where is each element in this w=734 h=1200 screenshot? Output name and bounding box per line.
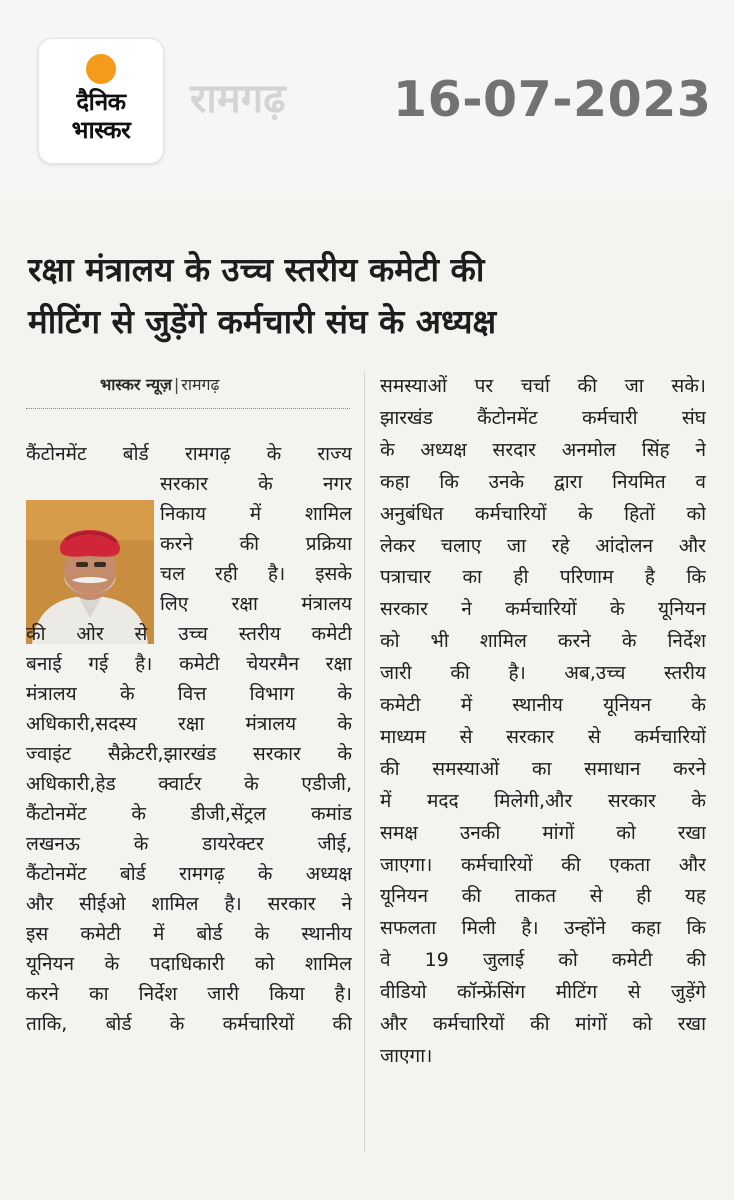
right_column-line: माध्यम से सरकार से कर्मचारियों — [380, 726, 706, 748]
column-divider — [364, 372, 365, 1152]
left_column-line: लिए रक्षा मंत्रालय — [160, 593, 352, 615]
headline-line-2: मीटिंग से जुड़ेंगे कर्मचारी संघ के अध्यक्ष — [28, 302, 497, 341]
right_column-line: में मदद मिलेगी,और सरकार के — [380, 790, 706, 812]
left_column-line: अधिकारी,सदस्य रक्षा मंत्रालय के — [26, 713, 352, 735]
left_column-line: की ओर से उच्च स्तरीय कमेटी — [26, 623, 352, 645]
right_column-line: और कर्मचारियों की मांगों को रखा — [380, 1013, 706, 1035]
right_column-line: की समस्याओं का समाधान करने — [380, 758, 706, 780]
left_column-line: लखनऊ के डायरेक्टर जीई, — [26, 833, 352, 855]
masthead — [0, 0, 734, 200]
left_column-line: मंत्रालय के वित्त विभाग के — [26, 683, 352, 705]
right_column-line: जाएगा। — [380, 1045, 433, 1067]
right_column-line: जाएगा। कर्मचारियों की एकता और — [380, 854, 706, 876]
edition-city: रामगढ़ — [190, 76, 286, 122]
right_column-line: समस्याओं पर चर्चा की जा सके। — [380, 375, 706, 397]
right_column-line: को भी शामिल करने के निर्देश — [380, 630, 706, 652]
right_column-line: वे 19 जुलाई को कमेटी की — [380, 949, 706, 971]
headline-line-1: रक्षा मंत्रालय के उच्च स्तरीय कमेटी की — [28, 250, 485, 289]
right_column-line: अनुबंधित कर्मचारियों के हितों को — [380, 503, 706, 525]
left_column-line: निकाय में शामिल — [160, 503, 352, 525]
byline-separator: | — [173, 375, 180, 394]
left_column-line: कैंटोनमेंट के डीजी,सेंट्रल कमांड — [26, 803, 352, 825]
newspaper-logo — [38, 38, 164, 164]
logo-text-line2: भास्कर — [71, 116, 131, 144]
right_column-line: लेकर चलाए जा रहे आंदोलन और — [380, 535, 706, 557]
left_column-line: चल रही है। इसके — [160, 563, 352, 585]
edition-date: 16-07-2023 — [393, 71, 712, 128]
right_column-line: वीडियो कॉन्फ्रेंसिंग मीटिंग से जुड़ेंगे — [380, 981, 706, 1003]
left_column-line: यूनियन के पदाधिकारी को शामिल — [26, 953, 352, 975]
left_column-line: करने का निर्देश जारी किया है। — [26, 983, 352, 1005]
left_column-line: और सीईओ शामिल है। सरकार ने — [26, 893, 352, 915]
left_column-line: सरकार के नगर — [160, 473, 352, 495]
left_column-line: ताकि, बोर्ड के कर्मचारियों की — [26, 1013, 352, 1035]
right_column-line: समक्ष उनकी मांगों को रखा — [380, 822, 706, 844]
right_column-line: पत्राचार का ही परिणाम है कि — [380, 566, 706, 588]
left_column-line: करने की प्रक्रिया — [160, 533, 352, 555]
right_column-line: झारखंड कैंटोनमेंट कर्मचारी संघ — [380, 407, 706, 429]
byline — [100, 371, 220, 399]
left_column-line: कैंटोनमेंट बोर्ड रामगढ़ के राज्य — [26, 443, 352, 465]
byline-place: रामगढ़ — [181, 375, 220, 394]
logo-text-line1: दैनिक — [76, 88, 126, 116]
right_column-line: यूनियन की ताकत से ही यह — [380, 885, 706, 907]
left_column-line: अधिकारी,हेड क्वार्टर के एडीजी, — [26, 773, 352, 795]
byline-source: भास्कर न्यूज़ — [100, 375, 172, 394]
left_column-line: कैंटोनमेंट बोर्ड रामगढ़ के अध्यक्ष — [26, 863, 352, 885]
right_column-line: के अध्यक्ष सरदार अनमोल सिंह ने — [380, 439, 706, 461]
right_column-line: सरकार ने कर्मचारियों के यूनियन — [380, 598, 706, 620]
right_column-line: सफलता मिली है। उन्होंने कहा कि — [380, 917, 706, 939]
left_column-line: बनाई गई है। कमेटी चेयरमैन रक्षा — [26, 653, 352, 675]
left_column-line: इस कमेटी में बोर्ड के स्थानीय — [26, 923, 352, 945]
byline-rule — [26, 408, 350, 409]
left_column-line: ज्वाइंट सैक्रेटरी,झारखंड सरकार के — [26, 743, 352, 765]
article-headline — [28, 244, 718, 348]
right_column-line: जारी की है। अब,उच्च स्तरीय — [380, 662, 706, 684]
right_column-line: कमेटी में स्थानीय यूनियन के — [380, 694, 706, 716]
right_column-line: कहा कि उनके द्वारा नियमित व — [380, 471, 706, 493]
sun-icon — [86, 54, 116, 84]
